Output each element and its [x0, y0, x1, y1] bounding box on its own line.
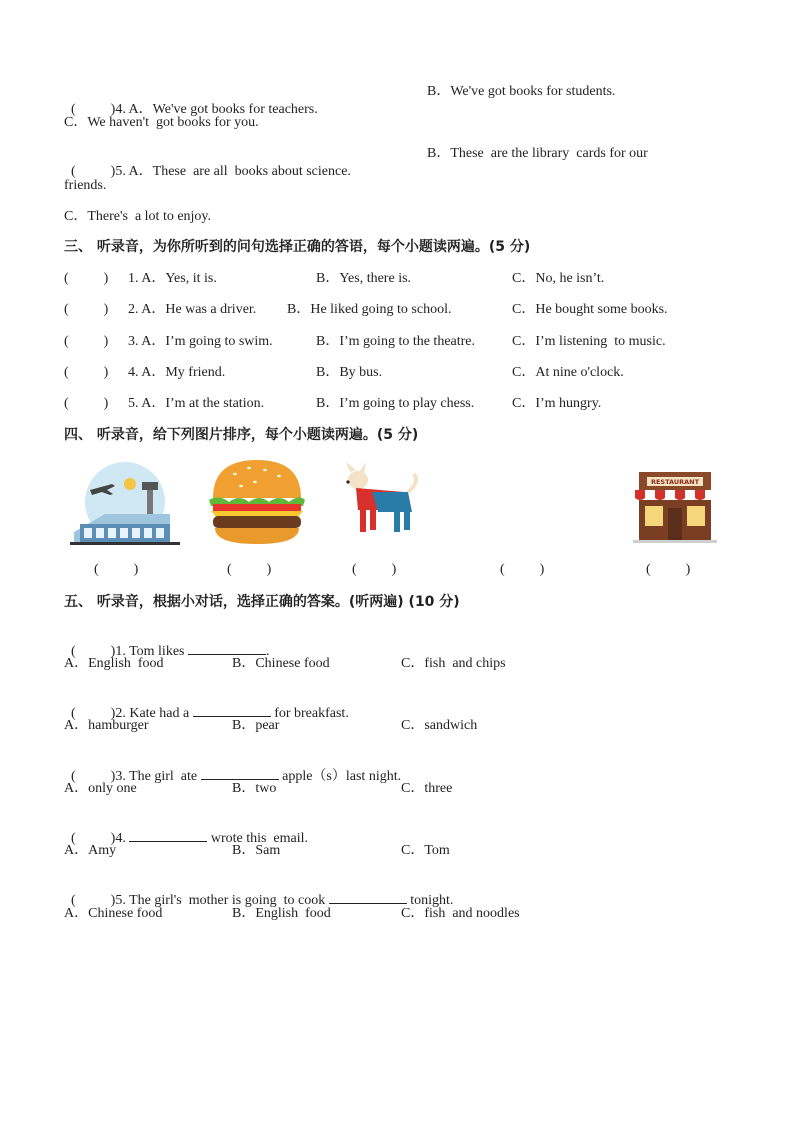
- option-b-continued: friends.: [64, 178, 107, 193]
- hamburger-picture: [205, 456, 309, 548]
- option-b: B．I’m going to the theatre.: [316, 334, 476, 349]
- picture-answer-paren[interactable]: ( ): [500, 562, 545, 577]
- question-stem: 5. The girl's mother is going to cook: [115, 893, 329, 908]
- answer-paren[interactable]: ( ): [71, 769, 116, 784]
- option-b: B．Yes, there is.: [316, 271, 412, 286]
- answer-paren[interactable]: ( ): [64, 365, 109, 380]
- option-a: A．only one: [64, 781, 137, 796]
- option-b: B．We've got books for students.: [427, 84, 616, 99]
- restaurant-picture: [633, 468, 717, 544]
- option-c: C．We haven't got books for you.: [64, 115, 259, 130]
- blank-line: [201, 767, 279, 780]
- answer-paren[interactable]: ( ): [71, 706, 116, 721]
- answer-paren[interactable]: ( ): [64, 271, 109, 286]
- option-a: A．Amy: [64, 843, 117, 858]
- option-c: C．fish and chips: [401, 656, 506, 671]
- option-c: C．He bought some books.: [512, 302, 668, 317]
- answer-paren[interactable]: ( ): [71, 644, 116, 659]
- question-stem-end: .: [265, 644, 270, 659]
- option-b: B．These are the library cards for our: [427, 146, 648, 161]
- blank-line: [188, 642, 266, 655]
- option-b: B．Sam: [232, 843, 281, 858]
- answer-paren[interactable]: ( ): [71, 164, 116, 179]
- picture-answer-paren[interactable]: ( ): [352, 562, 397, 577]
- option-b: B．English food: [232, 906, 331, 921]
- question-stem: 2. Kate had a: [115, 706, 193, 721]
- answer-paren[interactable]: ( ): [71, 831, 116, 846]
- option-b: B．He liked going to school.: [287, 302, 452, 317]
- option-a: 2. A．He was a driver.: [128, 302, 257, 317]
- question-stem-end: tonight.: [406, 893, 454, 908]
- blank-line: [193, 704, 271, 717]
- option-c: C．There's a lot to enjoy.: [64, 209, 212, 224]
- option-a: A．Chinese food: [64, 906, 163, 921]
- option-b: B．By bus.: [316, 365, 383, 380]
- question-stem: 3. The girl ate: [115, 769, 201, 784]
- picture-answer-paren[interactable]: ( ): [646, 562, 691, 577]
- option-c: C．No, he isn’t.: [512, 271, 605, 286]
- section-heading-4: 四、 听录音，给下列图片排序，每个小题读两遍。(5 分): [64, 427, 419, 443]
- answer-paren[interactable]: ( ): [64, 396, 109, 411]
- question-stem-end: wrote this email.: [207, 831, 309, 846]
- answer-paren[interactable]: ( ): [71, 893, 116, 908]
- option-c: C．I’m hungry.: [512, 396, 602, 411]
- option-b: B．Chinese food: [232, 656, 330, 671]
- option-a: 1. A．Yes, it is.: [128, 271, 217, 286]
- blank-line: [329, 891, 407, 904]
- dog-picture: [334, 462, 422, 538]
- option-c: C．three: [401, 781, 453, 796]
- question-line: [64, 145, 351, 181]
- option-a: 5. A．These are all books about science.: [115, 164, 351, 179]
- picture-answer-paren[interactable]: ( ): [227, 562, 272, 577]
- blank-line: [129, 829, 207, 842]
- option-c: C．Tom: [401, 843, 450, 858]
- option-c: C．I’m listening to music.: [512, 334, 666, 349]
- option-a: A．English food: [64, 656, 164, 671]
- restaurant-sign-text: RESTAURANT: [650, 478, 700, 486]
- option-a: 4. A．We've got books for teachers.: [115, 102, 318, 117]
- option-c: C．At nine o'clock.: [512, 365, 624, 380]
- option-b: B．two: [232, 781, 277, 796]
- section-heading-5: 五、 听录音，根据小对话，选择正确的答案。(听两遍) (10 分): [64, 594, 460, 610]
- option-a: 5. A．I’m at the station.: [128, 396, 265, 411]
- option-c: C．sandwich: [401, 718, 478, 733]
- option-b: B．I’m going to play chess.: [316, 396, 475, 411]
- question-stem-end: for breakfast.: [270, 706, 349, 721]
- option-c: C．fish and noodles: [401, 906, 520, 921]
- option-a: A．hamburger: [64, 718, 149, 733]
- section-heading-3: 三、 听录音，为你所听到的问句选择正确的答语，每个小题读两遍。(5 分): [64, 239, 531, 255]
- option-b: B．pear: [232, 718, 280, 733]
- question-stem-end: apple（s）last night.: [278, 769, 402, 784]
- question-stem: 1. Tom likes: [115, 644, 188, 659]
- answer-paren[interactable]: ( ): [64, 334, 109, 349]
- option-a: 4. A．My friend.: [128, 365, 226, 380]
- option-a: 3. A．I’m going to swim.: [128, 334, 273, 349]
- airport-picture: [70, 462, 180, 548]
- question-stem: 4.: [115, 831, 130, 846]
- answer-paren[interactable]: ( ): [71, 102, 116, 117]
- answer-paren[interactable]: ( ): [64, 302, 109, 317]
- picture-answer-paren[interactable]: ( ): [94, 562, 139, 577]
